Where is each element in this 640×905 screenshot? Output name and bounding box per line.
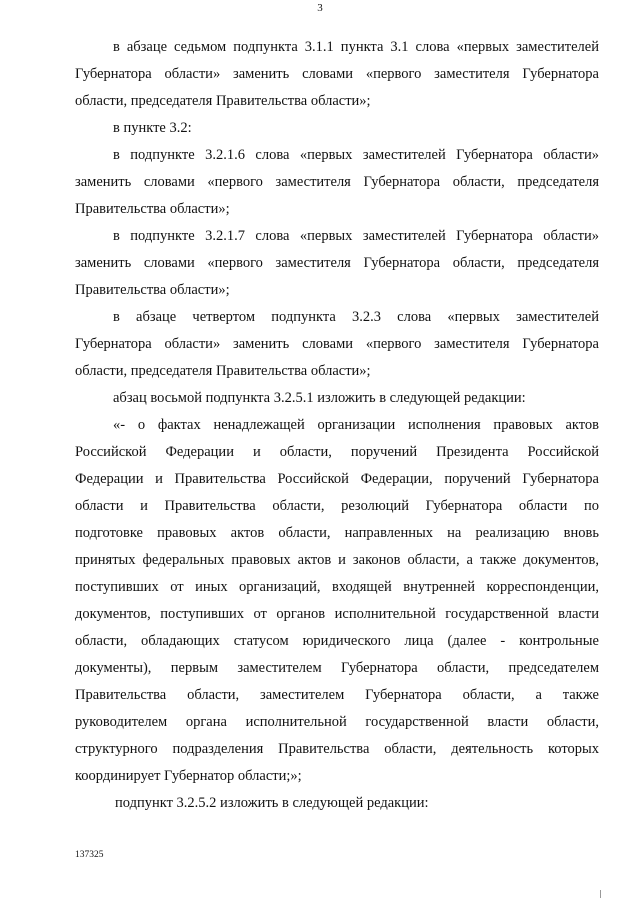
text-line: координирует Губернатор области;»; (75, 768, 302, 784)
text-line: подготовке правовых актов области, направленных на реализацию вновь (75, 525, 599, 541)
text-line: в подпункте 3.2.1.7 слова «первых заместителей Губернатора области» (113, 228, 599, 244)
text-line: поступивших от иных организаций, входящей внутренней корреспонденции, (75, 579, 599, 595)
body-text (75, 34, 599, 817)
text-line: Правительства области»; (75, 201, 230, 217)
text-line: в пункте 3.2: (113, 120, 192, 136)
text-line: в подпункте 3.2.1.6 слова «первых заместителей Губернатора области» (113, 147, 599, 163)
text-line: заменить словами «первого заместителя Губернатора области, председателя (75, 174, 599, 190)
text-line: заменить словами «первого заместителя Губернатора области, председателя (75, 255, 599, 271)
document-code: 137325 (75, 850, 104, 860)
text-line: области, председателя Правительства области»; (75, 93, 371, 109)
text-line: подпункт 3.2.5.2 изложить в следующей редакции: (115, 795, 429, 811)
text-line: области, обладающих статусом юридического лица (далее - контрольные (75, 633, 599, 649)
text-line: «- о фактах ненадлежащей организации исполнения правовых актов (113, 417, 599, 433)
text-line: абзац восьмой подпункта 3.2.5.1 изложить в следующей редакции: (113, 390, 526, 406)
text-line: руководителем органа исполнительной государственной власти области, (75, 714, 599, 730)
text-line: структурного подразделения Правительства области, деятельность которых (75, 741, 599, 757)
text-line: документов, поступивших от органов исполнительной государственной власти (75, 606, 599, 622)
text-line: Губернатора области» заменить словами «первого заместителя Губернатора (75, 66, 599, 82)
text-line: принятых федеральных правовых актов и законов области, а также документов, (75, 552, 599, 568)
text-line: в абзаце четвертом подпункта 3.2.3 слова «первых заместителей (113, 309, 599, 325)
text-line: Федерации и Правительства Российской Федерации, поручений Губернатора (75, 471, 599, 487)
text-line: Правительства области, заместителем Губернатора области, а также (75, 687, 599, 703)
text-line: Губернатора области» заменить словами «первого заместителя Губернатора (75, 336, 599, 352)
text-line: области, председателя Правительства области»; (75, 363, 371, 379)
text-line: документы), первым заместителем Губернатора области, председателем (75, 660, 599, 676)
text-line: Российской Федерации и области, поручений Президента Российской (75, 444, 599, 460)
text-line: в абзаце седьмом подпункта 3.1.1 пункта 3.1 слова «первых заместителей (113, 39, 599, 55)
scan-mark (600, 890, 601, 898)
page-number: 3 (317, 2, 323, 14)
text-line: области и Правительства области, резолюций Губернатора области по (75, 498, 599, 514)
text-line: Правительства области»; (75, 282, 230, 298)
